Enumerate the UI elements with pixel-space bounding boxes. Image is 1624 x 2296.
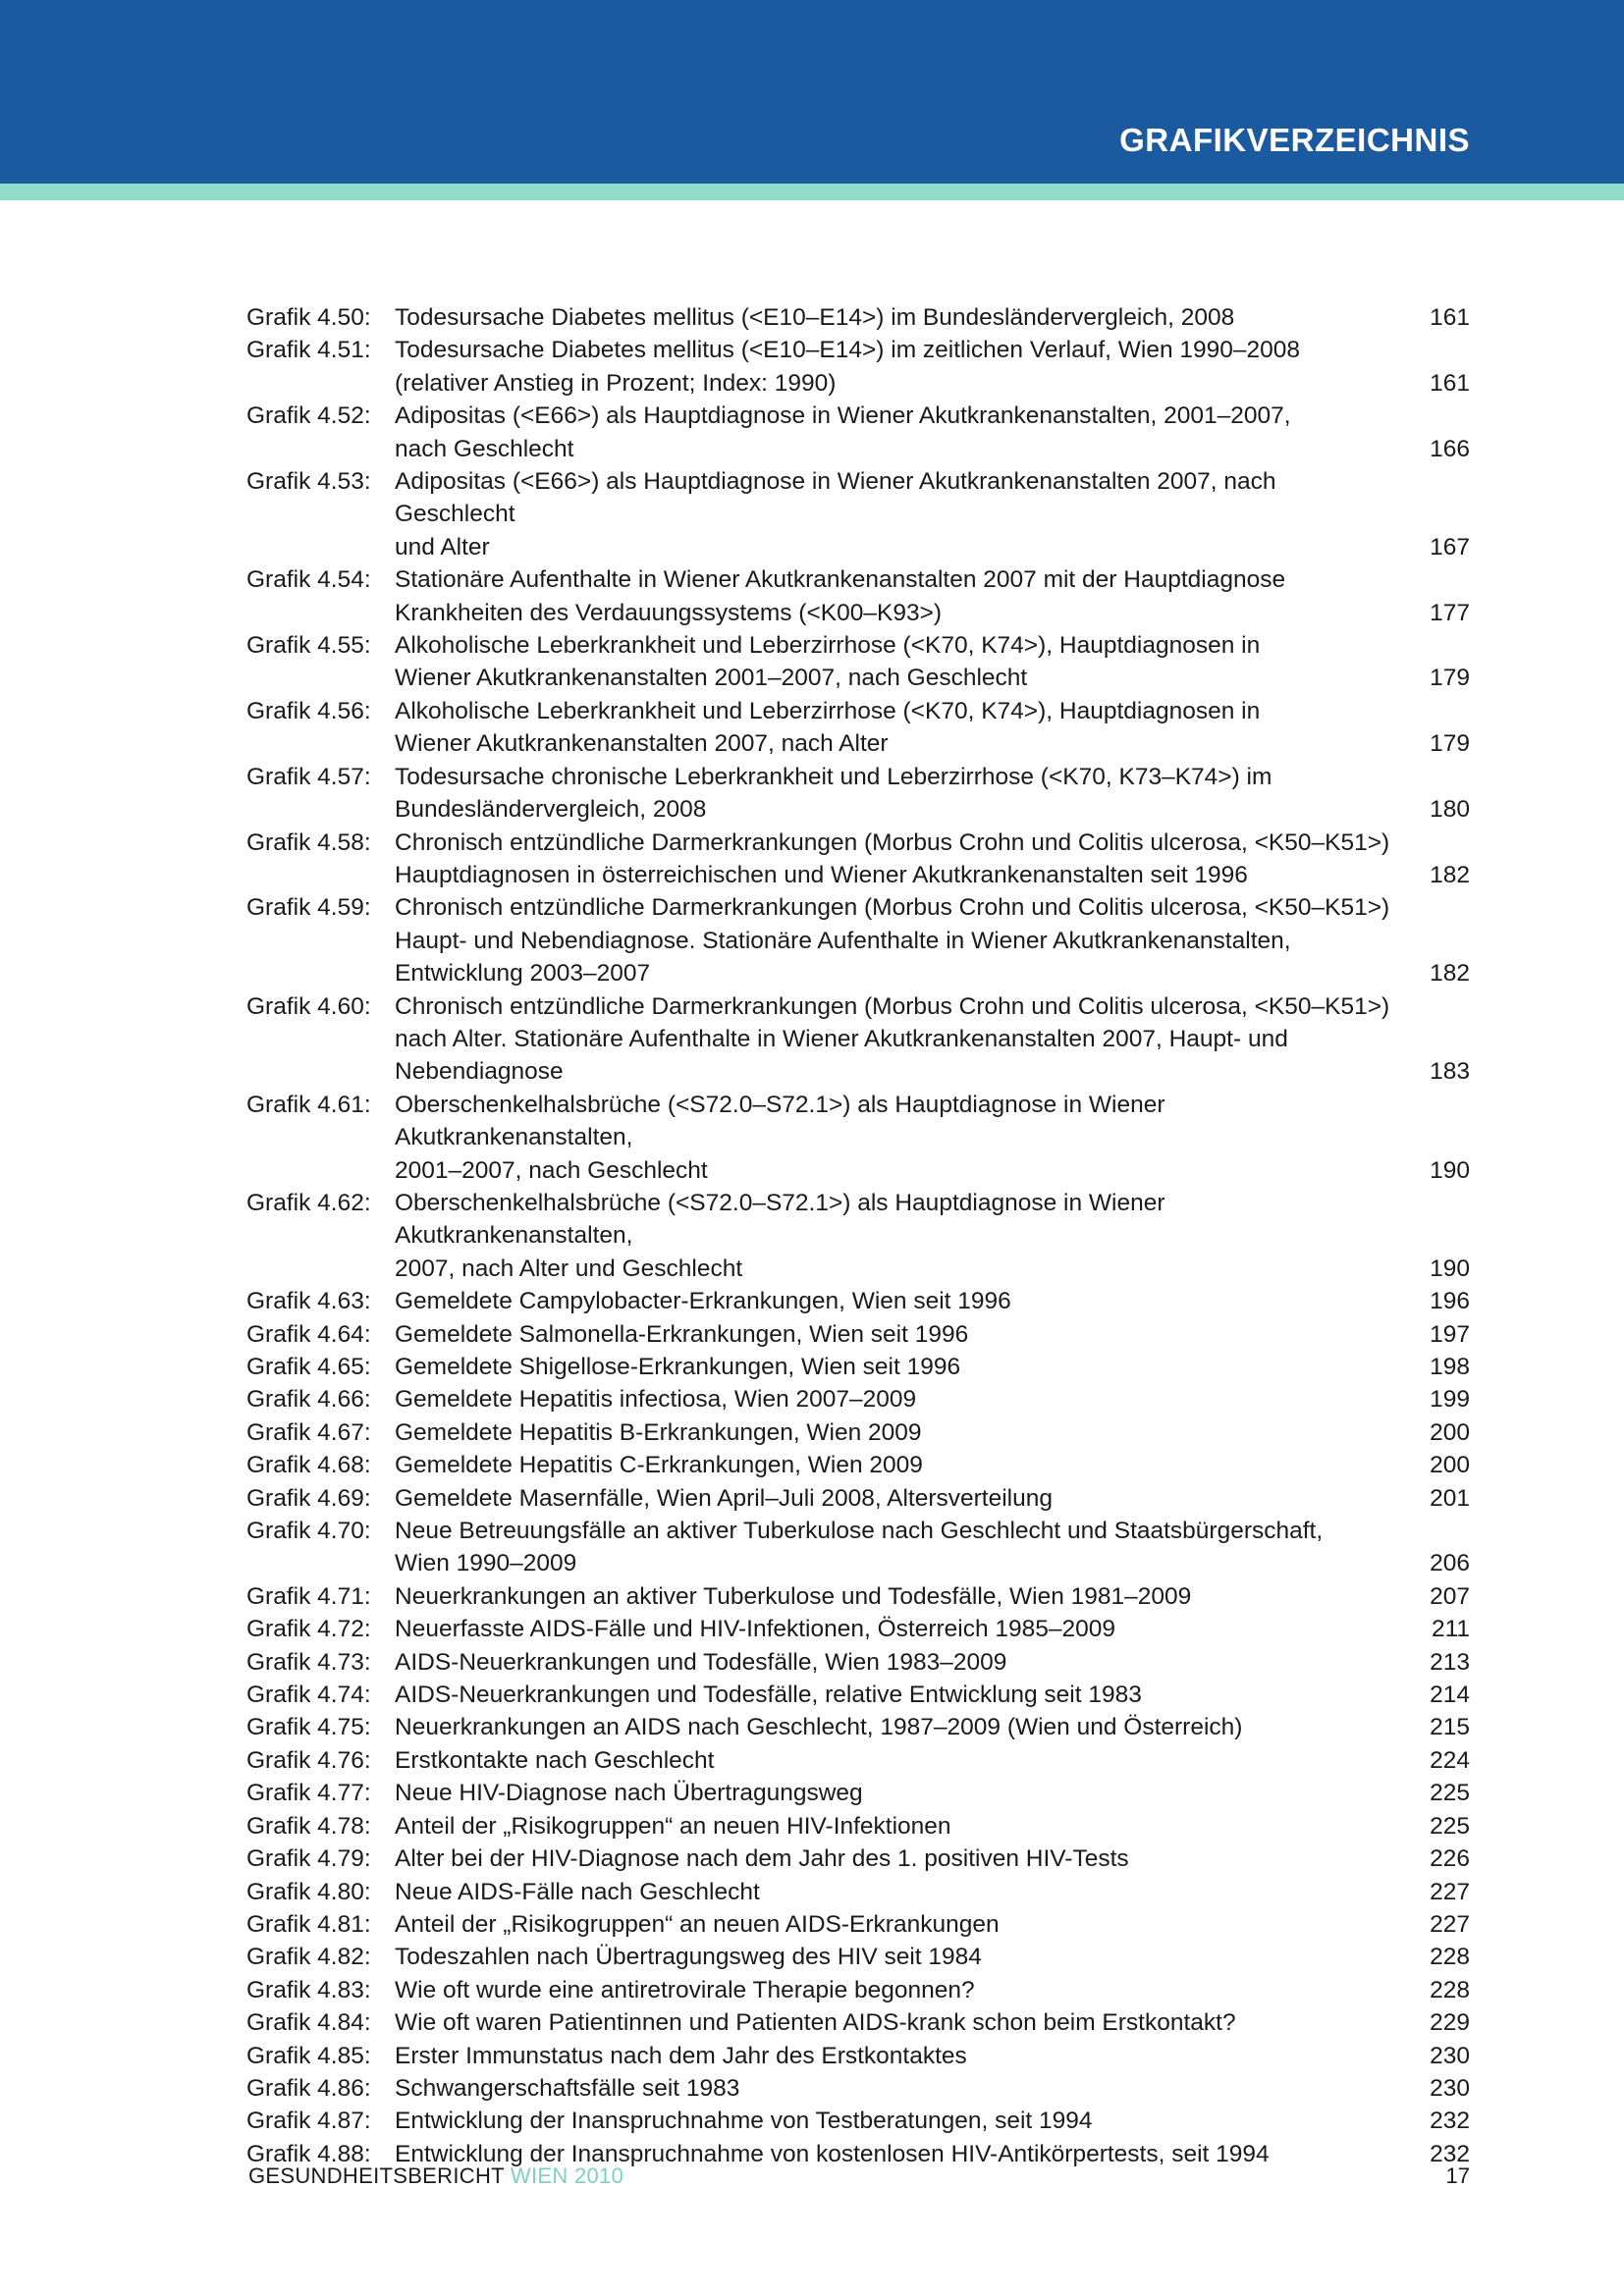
toc-entry-title: Oberschenkelhalsbrüche (<S72.0–S72.1>) als Hauptdiagnose in Wiener Akutkrankenanstalten, 2007, nach Alter und Geschlecht (395, 1189, 1165, 1282)
toc-entry-number: Grafik 4.62: (246, 1189, 371, 1216)
toc-entry-title: Chronisch entzündliche Darmerkrankungen (Morbus Crohn und Colitis ulcerosa, <K50–K51>) Haupt- und Nebendiagnose. Stationäre Aufenthalte in Wiener Akutkrankenanstalten, Entwicklung 2003–2007 (395, 894, 1390, 988)
toc-entry[interactable] (246, 1613, 1470, 1645)
toc-entry-title: Neue AIDS-Fälle nach Geschlecht (395, 1878, 760, 1905)
toc-entry-number: Grafik 4.86: (246, 2074, 371, 2102)
toc-entry[interactable] (246, 827, 1470, 892)
toc-entry-page: 206 (1430, 1550, 1470, 1577)
toc-entry[interactable] (246, 2105, 1470, 2137)
toc-entry[interactable] (246, 301, 1470, 334)
toc-entry-number: Grafik 4.83: (246, 1976, 371, 2003)
toc-entry-title: Gemeldete Salmonella-Erkrankungen, Wien seit 1996 (395, 1320, 969, 1348)
toc-entry[interactable] (246, 1285, 1470, 1317)
toc-entry-number: Grafik 4.70: (246, 1518, 371, 1545)
toc-entry-number: Grafik 4.82: (246, 1944, 371, 1971)
toc-entry-title: Oberschenkelhalsbrüche (<S72.0–S72.1>) als Hauptdiagnose in Wiener Akutkrankenanstalten, 2001–2007, nach Geschlecht (395, 1091, 1165, 1184)
toc-entry-page: 200 (1430, 1452, 1470, 1479)
toc-entry-page: 180 (1430, 796, 1470, 824)
toc-entry-title: Anteil der „Risikogruppen“ an neuen AIDS-Erkrankungen (395, 1910, 1000, 1938)
footer-publication (248, 2165, 623, 2187)
toc-entry-page: 227 (1430, 1910, 1470, 1938)
toc-entry-number: Grafik 4.79: (246, 1845, 371, 1873)
header-accent-stripe (0, 184, 1624, 200)
toc-entry-page: 214 (1430, 1682, 1470, 1709)
toc-entry[interactable] (246, 563, 1470, 629)
toc-entry-page: 227 (1430, 1878, 1470, 1905)
toc-entry-page: 199 (1430, 1386, 1470, 1414)
toc-entry-page: 198 (1430, 1354, 1470, 1380)
toc-entry-number: Grafik 4.68: (246, 1452, 371, 1479)
toc-entry[interactable] (246, 1711, 1470, 1743)
toc-entry-number: Grafik 4.73: (246, 1648, 371, 1676)
toc-entry-title: Neuerfasste AIDS-Fälle und HIV-Infektionen, Österreich 1985–2009 (395, 1616, 1116, 1643)
toc-entry-title: Stationäre Aufenthalte in Wiener Akutkrankenanstalten 2007 mit der Hauptdiagnose Krankheiten des Verdauungssystems (<K00–K93>) (395, 566, 1286, 626)
toc-entry-title: Chronisch entzündliche Darmerkrankungen (Morbus Crohn und Colitis ulcerosa, <K50–K51>) nach Alter. Stationäre Aufenthalte in Wiener Akutkrankenanstalten 2007, Haupt- und Nebendiagnose (395, 992, 1390, 1086)
toc-entry-number: Grafik 4.56: (246, 697, 371, 724)
toc-entry-page: 232 (1430, 2140, 1470, 2167)
toc-entry-number: Grafik 4.65: (246, 1354, 371, 1380)
toc-entry-number: Grafik 4.74: (246, 1682, 371, 1709)
toc-entry-page: 228 (1430, 1944, 1470, 1971)
toc-entry[interactable] (246, 1351, 1470, 1383)
toc-entry-title: Neuerkrankungen an aktiver Tuberkulose und Todesfälle, Wien 1981–2009 (395, 1582, 1192, 1610)
toc-entry-number: Grafik 4.80: (246, 1878, 371, 1905)
toc-entry-number: Grafik 4.77: (246, 1780, 371, 1807)
toc-entry[interactable] (246, 1089, 1470, 1187)
figure-list (246, 301, 1470, 2170)
toc-entry-page: 161 (1430, 369, 1470, 397)
toc-entry-page: 201 (1430, 1484, 1470, 1512)
toc-entry[interactable] (246, 1941, 1470, 1973)
toc-entry-title: Wie oft waren Patientinnen und Patienten AIDS-krank schon beim Erstkontakt? (395, 2009, 1236, 2037)
toc-entry-title: Gemeldete Hepatitis infectiosa, Wien 2007–2009 (395, 1386, 917, 1414)
toc-entry-title: Schwangerschaftsfälle seit 1983 (395, 2074, 740, 2102)
toc-entry-title: Todesursache Diabetes mellitus (<E10–E14>) im zeitlichen Verlauf, Wien 1990–2008 (relativer Anstieg in Prozent; Index: 1990) (395, 337, 1301, 397)
toc-entry-title: AIDS-Neuerkrankungen und Todesfälle, relative Entwicklung seit 1983 (395, 1682, 1142, 1709)
toc-entry-page: 167 (1430, 533, 1470, 561)
toc-entry-number: Grafik 4.67: (246, 1418, 371, 1446)
toc-entry-number: Grafik 4.55: (246, 632, 371, 660)
toc-entry-page: 183 (1430, 1058, 1470, 1086)
toc-entry-title: Erster Immunstatus nach dem Jahr des Erstkontaktes (395, 2042, 967, 2069)
toc-entry[interactable] (246, 1646, 1470, 1679)
toc-entry-page: 230 (1430, 2042, 1470, 2069)
toc-entry-number: Grafik 4.71: (246, 1582, 371, 1610)
toc-entry-page: 213 (1430, 1648, 1470, 1676)
toc-entry-page: 224 (1430, 1746, 1470, 1774)
toc-entry-title: Alkoholische Leberkrankheit und Leberzirrhose (<K70, K74>), Hauptdiagnosen in Wiener Akutkrankenanstalten 2007, nach Alter (395, 697, 1261, 758)
toc-entry-page: 211 (1431, 1616, 1470, 1643)
toc-entry-page: 161 (1430, 304, 1470, 331)
toc-entry-number: Grafik 4.78: (246, 1812, 371, 1840)
toc-entry-title: Todesursache chronische Leberkrankheit und Leberzirrhose (<K70, K73–K74>) im Bundesländervergleich, 2008 (395, 763, 1272, 824)
toc-entry-title: Adipositas (<E66>) als Hauptdiagnose in Wiener Akutkrankenanstalten 2007, nach Geschlecht und Alter (395, 468, 1276, 561)
toc-entry-page: 179 (1430, 730, 1470, 758)
toc-entry-page: 190 (1430, 1255, 1470, 1282)
toc-entry-number: Grafik 4.85: (246, 2042, 371, 2069)
toc-entry-page: 197 (1430, 1320, 1470, 1348)
toc-entry-number: Grafik 4.59: (246, 894, 371, 922)
toc-entry-page: 166 (1430, 435, 1470, 462)
toc-entry-number: Grafik 4.84: (246, 2009, 371, 2037)
toc-entry-number: Grafik 4.60: (246, 992, 371, 1020)
toc-entry-number: Grafik 4.54: (246, 566, 371, 594)
toc-entry-title: Gemeldete Shigellose-Erkrankungen, Wien seit 1996 (395, 1354, 961, 1380)
toc-entry-number: Grafik 4.88: (246, 2140, 371, 2167)
footer-publication-name: GESUNDHEITSBERICHT (248, 2163, 505, 2188)
toc-entry-title: Alkoholische Leberkrankheit und Leberzirrhose (<K70, K74>), Hauptdiagnosen in Wiener Akutkrankenanstalten 2001–2007, nach Geschlecht (395, 632, 1261, 692)
toc-entry-number: Grafik 4.72: (246, 1616, 371, 1643)
toc-entry-title: Gemeldete Campylobacter-Erkrankungen, Wien seit 1996 (395, 1288, 1011, 1315)
toc-entry-title: Neuerkrankungen an AIDS nach Geschlecht, 1987–2009 (Wien und Österreich) (395, 1714, 1243, 1741)
toc-entry-page: 230 (1430, 2074, 1470, 2102)
toc-entry-number: Grafik 4.58: (246, 828, 371, 856)
toc-entry[interactable] (246, 1908, 1470, 1941)
toc-entry[interactable] (246, 400, 1470, 465)
toc-entry[interactable] (246, 2072, 1470, 2105)
toc-entry-page: 200 (1430, 1418, 1470, 1446)
toc-entry-page: 179 (1430, 665, 1470, 692)
toc-entry[interactable] (246, 1777, 1470, 1809)
toc-entry-title: Alter bei der HIV-Diagnose nach dem Jahr des 1. positiven HIV-Tests (395, 1845, 1129, 1873)
toc-entry-number: Grafik 4.61: (246, 1091, 371, 1118)
toc-entry-number: Grafik 4.69: (246, 1484, 371, 1512)
toc-entry[interactable] (246, 1318, 1470, 1351)
toc-entry[interactable] (246, 1810, 1470, 1842)
toc-entry[interactable] (246, 891, 1470, 989)
toc-entry-number: Grafik 4.81: (246, 1910, 371, 1938)
toc-entry-page: 226 (1430, 1845, 1470, 1873)
toc-entry-page: 228 (1430, 1976, 1470, 2003)
toc-entry-number: Grafik 4.52: (246, 402, 371, 430)
toc-entry-title: Neue Betreuungsfälle an aktiver Tuberkulose nach Geschlecht und Staatsbürgerschaft, Wien 1990–2009 (395, 1518, 1324, 1577)
toc-entry-page: 232 (1430, 2108, 1470, 2135)
toc-entry-page: 177 (1430, 599, 1470, 626)
toc-entry[interactable] (246, 1515, 1470, 1580)
toc-entry[interactable] (246, 761, 1470, 827)
toc-entry-title: Entwicklung der Inanspruchnahme von Testberatungen, seit 1994 (395, 2108, 1093, 2135)
toc-entry-number: Grafik 4.63: (246, 1288, 371, 1315)
toc-entry[interactable] (246, 465, 1470, 563)
toc-entry-number: Grafik 4.64: (246, 1320, 371, 1348)
toc-entry-page: 225 (1430, 1812, 1470, 1840)
toc-entry-title: Gemeldete Hepatitis B-Erkrankungen, Wien 2009 (395, 1418, 922, 1446)
toc-entry[interactable] (246, 990, 1470, 1089)
toc-entry-number: Grafik 4.53: (246, 468, 371, 496)
toc-entry[interactable] (246, 2006, 1470, 2039)
toc-entry-title: Wie oft wurde eine antiretrovirale Therapie begonnen? (395, 1976, 975, 2003)
toc-entry-title: Neue HIV-Diagnose nach Übertragungsweg (395, 1780, 863, 1807)
toc-entry-title: Todeszahlen nach Übertragungsweg des HIV seit 1984 (395, 1944, 982, 1971)
footer-page-number: 17 (1445, 2163, 1470, 2188)
footer-edition: WIEN 2010 (510, 2163, 624, 2188)
toc-entry-page: 225 (1430, 1780, 1470, 1807)
toc-entry-number: Grafik 4.75: (246, 1714, 371, 1741)
toc-entry[interactable] (246, 2040, 1470, 2072)
toc-entry[interactable] (246, 1187, 1470, 1285)
toc-entry[interactable] (246, 334, 1470, 400)
toc-entry[interactable] (246, 1744, 1470, 1777)
toc-entry[interactable] (246, 1416, 1470, 1449)
toc-entry[interactable] (246, 1842, 1470, 1875)
toc-entry[interactable] (246, 1482, 1470, 1515)
toc-entry-title: Entwicklung der Inanspruchnahme von kostenlosen HIV-Antikörpertests, seit 1994 (395, 2140, 1270, 2167)
toc-entry[interactable] (246, 1449, 1470, 1481)
toc-entry-page: 207 (1430, 1582, 1470, 1610)
toc-entry-number: Grafik 4.51: (246, 337, 371, 364)
toc-entry-number: Grafik 4.57: (246, 763, 371, 790)
toc-entry-title: Chronisch entzündliche Darmerkrankungen (Morbus Crohn und Colitis ulcerosa, <K50–K51>) Hauptdiagnosen in österreichischen und Wiener Akutkrankenanstalten seit 1996 (395, 828, 1390, 888)
page-title: GRAFIKVERZEICHNIS (1119, 122, 1470, 158)
toc-entry-page: 182 (1430, 960, 1470, 988)
toc-entry[interactable] (246, 1580, 1470, 1613)
toc-entry-page: 215 (1430, 1714, 1470, 1741)
toc-entry-title: Erstkontakte nach Geschlecht (395, 1746, 715, 1774)
toc-entry-title: Gemeldete Hepatitis C-Erkrankungen, Wien 2009 (395, 1452, 923, 1479)
toc-entry-title: Gemeldete Masernfälle, Wien April–Juli 2008, Altersverteilung (395, 1484, 1054, 1512)
toc-entry[interactable] (246, 1383, 1470, 1415)
toc-entry-page: 190 (1430, 1156, 1470, 1184)
toc-entry[interactable] (246, 1876, 1470, 1908)
toc-entry-number: Grafik 4.66: (246, 1386, 371, 1414)
toc-entry-number: Grafik 4.87: (246, 2108, 371, 2135)
toc-entry-page: 182 (1430, 861, 1470, 888)
toc-entry-page: 229 (1430, 2009, 1470, 2037)
toc-entry[interactable] (246, 695, 1470, 761)
toc-entry-title: Adipositas (<E66>) als Hauptdiagnose in Wiener Akutkrankenanstalten, 2001–2007, nach Geschlecht (395, 402, 1291, 462)
toc-entry[interactable] (246, 1974, 1470, 2006)
toc-entry[interactable] (246, 629, 1470, 695)
toc-entry-number: Grafik 4.50: (246, 304, 371, 331)
toc-entry-page: 196 (1430, 1288, 1470, 1315)
toc-entry[interactable] (246, 1679, 1470, 1711)
toc-entry-number: Grafik 4.76: (246, 1746, 371, 1774)
toc-entry-title: Todesursache Diabetes mellitus (<E10–E14>) im Bundesländervergleich, 2008 (395, 304, 1235, 331)
toc-entry-title: AIDS-Neuerkrankungen und Todesfälle, Wien 1983–2009 (395, 1648, 1007, 1676)
toc-entry-title: Anteil der „Risikogruppen“ an neuen HIV-Infektionen (395, 1812, 951, 1840)
